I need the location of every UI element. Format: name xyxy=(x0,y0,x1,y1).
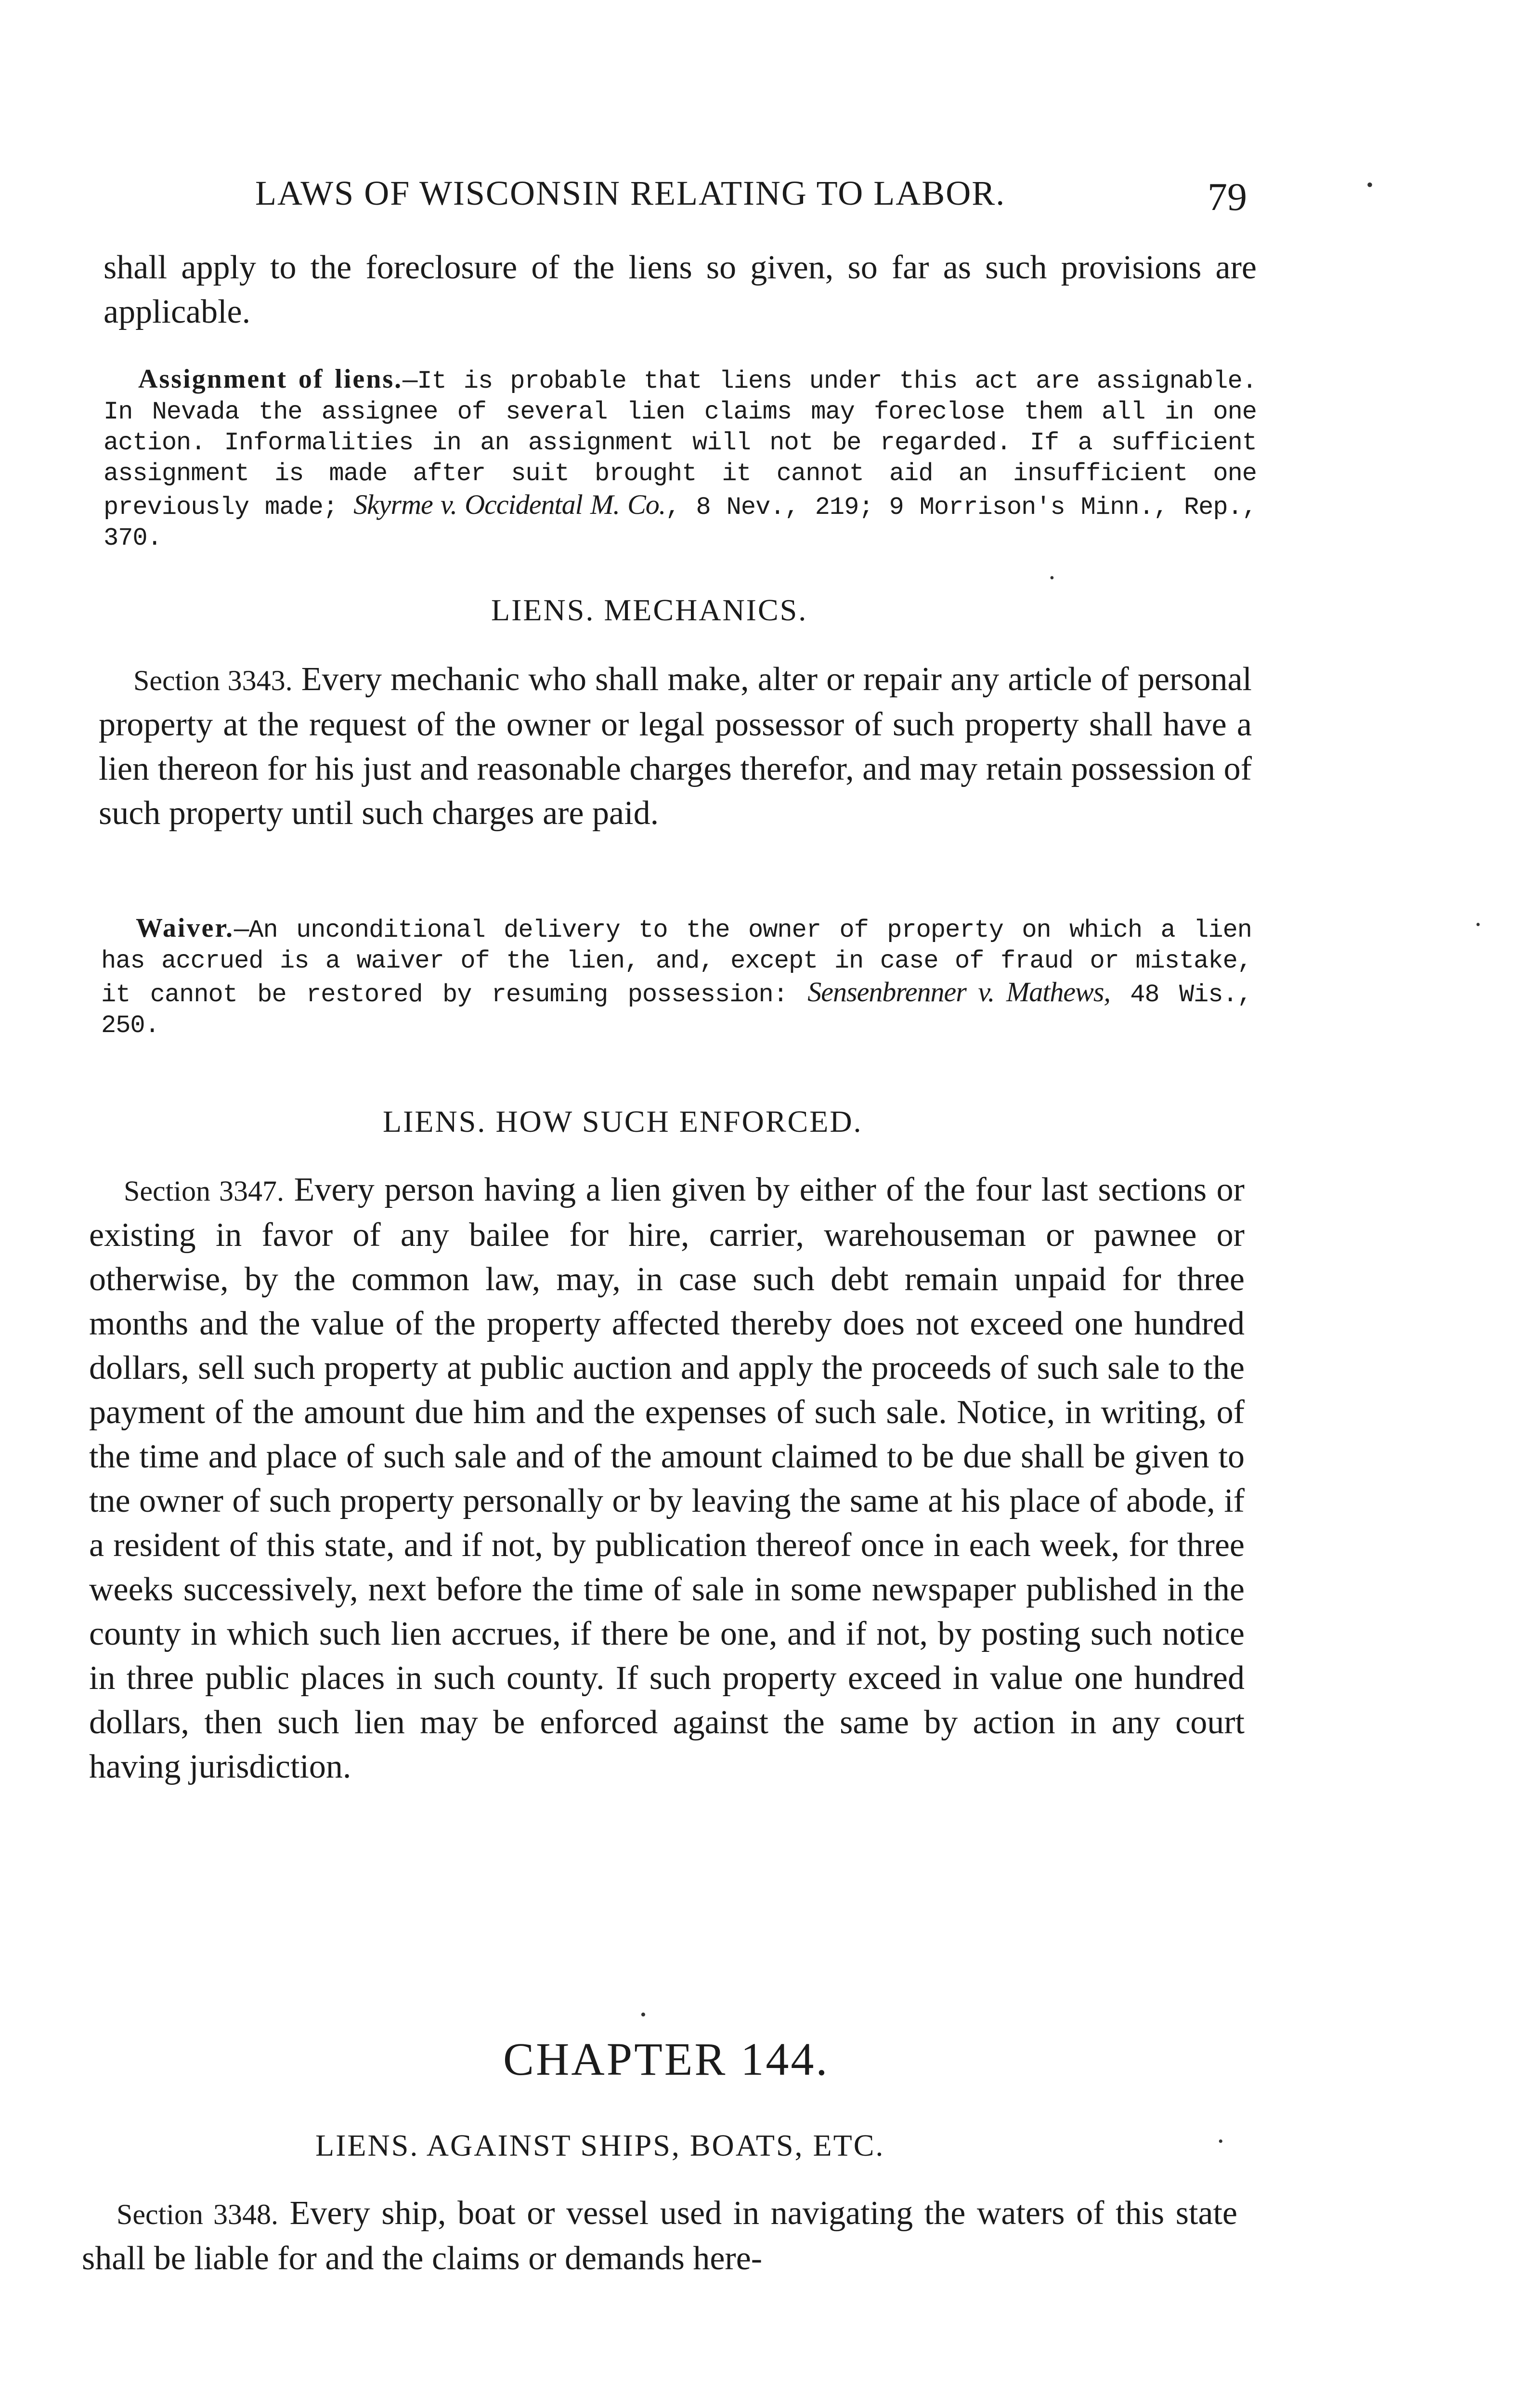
case-name: Skyrme v. Occidental M. Co. xyxy=(353,489,666,520)
margin-mark: • xyxy=(1476,917,1481,932)
running-header: LAWS OF WISCONSIN RELATING TO LABOR. xyxy=(255,174,1006,212)
note-body: —An unconditional delivery to the owner of property on which a lien has accrued is a waiver of the lien, and, except in case of fraud or mistake, it cannot be restored by resuming possession: xyxy=(101,916,1252,1009)
margin-mark: • xyxy=(1050,571,1054,586)
section-heading-mechanics: LIENS. MECHANICS. xyxy=(491,593,808,627)
note-waiver xyxy=(101,913,1252,1041)
section-3343 xyxy=(99,657,1252,836)
section-text: Every mechanic who shall make, alter or repair any article of personal property at the request of the owner or legal possessor of such property shall have a lien thereon for his just and reasonable charges therefor, and may retain possession of such property until such charges are paid. xyxy=(99,661,1252,832)
note-heading: Assignment of liens. xyxy=(138,364,403,394)
section-number: Section 3348. xyxy=(117,2199,279,2230)
section-text: Every person having a lien given by either of the four last sections or existing in favor of any bailee for hire, carrier, warehouseman or pawnee or otherwise, by the common law, may, in case such debt remain unpaid for three months and the value of the property affected thereby does not exceed one hundred dollars, sell such property at public auction and apply the proceeds of such sale to the payment of the amount due him and the expenses of such sale. Notice, in writing, of the time and place of such sale and of the amount claimed to be due shall be given to tne owner of such property personally or by leaving the same at his place of abode, if a resident of this state, and if not, by publication thereof once in each week, for three weeks successively, next before the time of sale in some newspaper published in the county in which such lien accrues, if there be one, and if not, by posting such notice in three public places in such county. If such property exceed in value one hundred dollars, then such lien may be enforced against the same by action in any court having jurisdiction. xyxy=(89,1171,1245,1785)
section-number: Section 3343. xyxy=(133,665,293,696)
citation: 48 Wis., 250. xyxy=(101,981,1252,1040)
margin-mark: • xyxy=(1366,174,1374,196)
chapter-title: CHAPTER 144. xyxy=(503,2033,830,2085)
note-heading: Waiver. xyxy=(136,913,234,943)
margin-mark: • xyxy=(640,2006,646,2024)
margin-mark: • xyxy=(1218,2133,1223,2149)
note-assignment-of-liens xyxy=(104,364,1257,554)
page-number: 79 xyxy=(1208,175,1247,219)
section-3347 xyxy=(89,1168,1245,1789)
chapter-subheading: LIENS. AGAINST SHIPS, BOATS, ETC. xyxy=(315,2128,885,2162)
section-text: Every ship, boat or vessel used in navigating the waters of this state shall be liable for and the claims or demands here- xyxy=(82,2195,1237,2277)
case-name: Sensenbrenner v. Mathews, xyxy=(807,976,1110,1008)
intro-paragraph: shall apply to the foreclosure of the liens so given, so far as such provisions are applicable. xyxy=(104,249,1257,330)
note-body: —It is probable that liens under this act are assignable. In Nevada the assignee of several lien claims may foreclose them all in one action. Informalities in an assignment will not be regarded. If a sufficient assignment is made after suit brought it cannot aid an insufficient one previously made; xyxy=(104,367,1257,522)
section-3348 xyxy=(82,2191,1237,2281)
citation: , 8 Nev., 219; 9 Morrison's Minn., Rep., 370. xyxy=(104,493,1257,552)
section-heading-enforced: LIENS. HOW SUCH ENFORCED. xyxy=(383,1104,863,1139)
section-number: Section 3347. xyxy=(124,1175,285,1207)
